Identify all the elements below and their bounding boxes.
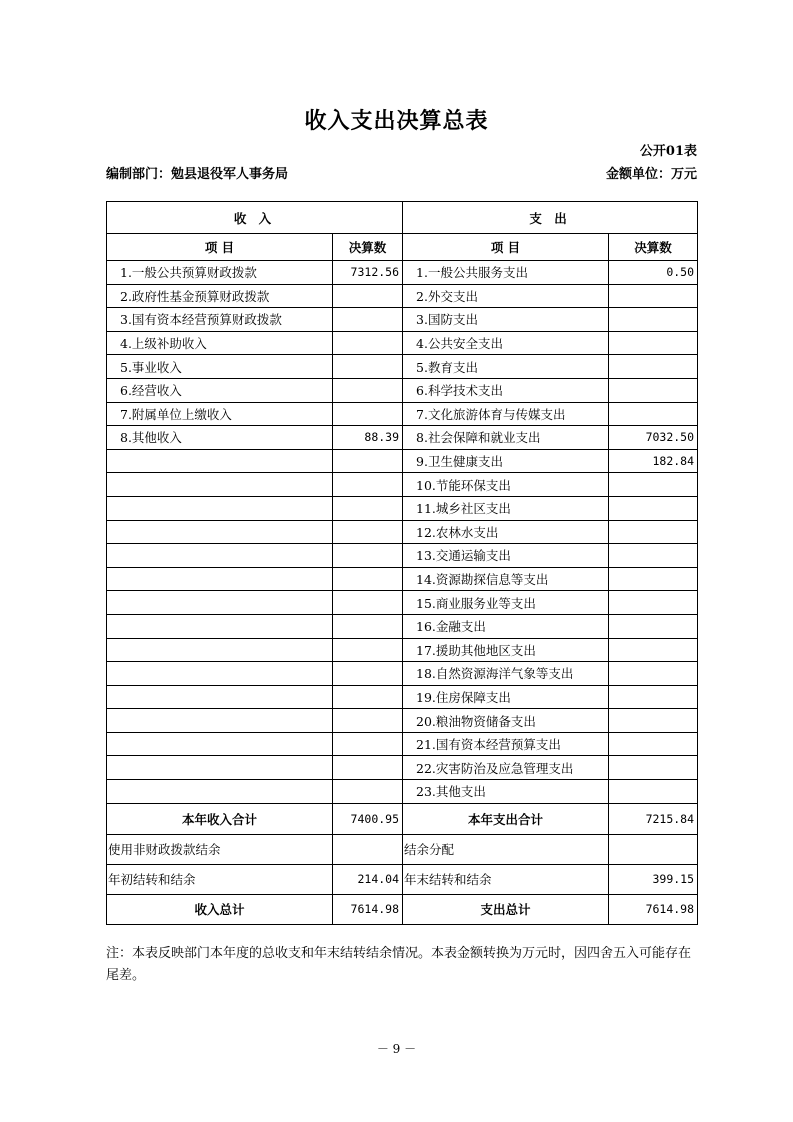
expense-amount-header: 决算数 (609, 234, 698, 261)
table-row (107, 308, 698, 332)
expense-amount-cell (609, 473, 698, 497)
expense-item-cell: 14.资源勘探信息等支出 (403, 567, 609, 591)
expense-item-cell: 12.农林水支出 (403, 520, 609, 544)
expense-section-header: 支 出 (403, 202, 698, 234)
income-item-cell: 7.附属单位上缴收入 (107, 402, 333, 426)
surplus-distribution-value (609, 834, 698, 864)
income-item-cell (107, 449, 333, 473)
expense-amount-cell: 182.84 (609, 449, 698, 473)
table-row (107, 780, 698, 804)
income-amount-cell (333, 780, 403, 804)
income-amount-cell (333, 402, 403, 426)
income-item-cell (107, 662, 333, 686)
nonfiscal-value (333, 834, 403, 864)
income-item-cell (107, 756, 333, 780)
table-row (107, 284, 698, 308)
year-total-row (107, 803, 698, 834)
income-item-cell (107, 567, 333, 591)
income-amount-cell (333, 331, 403, 355)
year-income-total-label: 本年收入合计 (107, 803, 333, 834)
income-item-cell (107, 473, 333, 497)
income-item-cell: 1.一般公共预算财政拨款 (107, 261, 333, 285)
year-expense-total-label: 本年支出合计 (403, 803, 609, 834)
income-item-cell (107, 709, 333, 733)
income-amount-cell (333, 614, 403, 638)
income-amount-cell (333, 756, 403, 780)
expense-item-cell: 7.文化旅游体育与传媒支出 (403, 402, 609, 426)
income-amount-cell (333, 449, 403, 473)
year-income-total-value: 7400.95 (333, 803, 403, 834)
income-amount-cell (333, 473, 403, 497)
income-amount-cell: 7312.56 (333, 261, 403, 285)
expense-grand-total-label: 支出总计 (403, 894, 609, 924)
table-row (107, 520, 698, 544)
nonfiscal-label: 使用非财政拨款结余 (107, 834, 333, 864)
income-item-cell: 4.上级补助收入 (107, 331, 333, 355)
expense-item-cell: 8.社会保障和就业支出 (403, 426, 609, 450)
income-item-cell (107, 544, 333, 568)
income-item-cell (107, 614, 333, 638)
table-row (107, 567, 698, 591)
balance-row (107, 864, 698, 894)
expense-amount-cell (609, 709, 698, 733)
expense-amount-cell (609, 402, 698, 426)
begin-balance-value: 214.04 (333, 864, 403, 894)
expense-item-cell: 22.灾害防治及应急管理支出 (403, 756, 609, 780)
table-row (107, 638, 698, 662)
income-item-cell: 2.政府性基金预算财政拨款 (107, 284, 333, 308)
table-row (107, 685, 698, 709)
expense-amount-cell (609, 662, 698, 686)
year-expense-total-value: 7215.84 (609, 803, 698, 834)
expense-amount-cell (609, 496, 698, 520)
expense-amount-cell (609, 331, 698, 355)
table-row (107, 591, 698, 615)
expense-amount-cell (609, 638, 698, 662)
expense-amount-cell (609, 780, 698, 804)
income-grand-total-value: 7614.98 (333, 894, 403, 924)
nonfiscal-row (107, 834, 698, 864)
column-header-row (107, 234, 698, 261)
expense-item-cell: 6.科学技术支出 (403, 378, 609, 402)
income-item-cell: 5.事业收入 (107, 355, 333, 379)
table-row (107, 662, 698, 686)
expense-item-cell: 20.粮油物资储备支出 (403, 709, 609, 733)
income-item-cell: 3.国有资本经营预算财政拨款 (107, 308, 333, 332)
expense-item-cell: 16.金融支出 (403, 614, 609, 638)
table-row (107, 426, 698, 450)
expense-item-cell: 21.国有资本经营预算支出 (403, 732, 609, 756)
income-grand-total-label: 收入总计 (107, 894, 333, 924)
income-amount-cell (333, 520, 403, 544)
expense-grand-total-value: 7614.98 (609, 894, 698, 924)
expense-amount-cell (609, 308, 698, 332)
income-amount-cell: 88.39 (333, 426, 403, 450)
expense-item-cell: 19.住房保障支出 (403, 685, 609, 709)
income-amount-cell (333, 638, 403, 662)
income-amount-cell (333, 732, 403, 756)
expense-amount-cell: 0.50 (609, 261, 698, 285)
income-item-cell (107, 638, 333, 662)
begin-balance-label: 年初结转和结余 (107, 864, 333, 894)
income-item-cell (107, 780, 333, 804)
expense-amount-cell (609, 756, 698, 780)
table-row (107, 756, 698, 780)
expense-item-header: 项 目 (403, 234, 609, 261)
expense-item-cell: 23.其他支出 (403, 780, 609, 804)
income-amount-cell (333, 685, 403, 709)
expense-amount-cell (609, 520, 698, 544)
table-row (107, 732, 698, 756)
end-balance-value: 399.15 (609, 864, 698, 894)
table-row (107, 709, 698, 733)
income-amount-cell (333, 662, 403, 686)
table-row (107, 449, 698, 473)
income-item-cell (107, 685, 333, 709)
table-row (107, 402, 698, 426)
expense-amount-cell (609, 614, 698, 638)
department-label: 编制部门：勉县退役军人事务局 (106, 167, 289, 182)
expense-amount-cell (609, 355, 698, 379)
expense-amount-cell (609, 378, 698, 402)
expense-item-cell: 4.公共安全支出 (403, 331, 609, 355)
income-amount-cell (333, 378, 403, 402)
table-row (107, 331, 698, 355)
expense-item-cell: 17.援助其他地区支出 (403, 638, 609, 662)
table-row (107, 473, 698, 497)
income-item-header: 项 目 (107, 234, 333, 261)
expense-item-cell: 5.教育支出 (403, 355, 609, 379)
expense-item-cell: 10.节能环保支出 (403, 473, 609, 497)
expense-amount-cell: 7032.50 (609, 426, 698, 450)
amount-unit-label: 金额单位：万元 (605, 167, 697, 182)
expense-item-cell: 13.交通运输支出 (403, 544, 609, 568)
table-row (107, 378, 698, 402)
income-item-cell (107, 591, 333, 615)
income-expense-table (106, 201, 698, 925)
table-row (107, 496, 698, 520)
page-number: － 9 － (376, 1042, 417, 1056)
income-amount-cell (333, 284, 403, 308)
income-amount-cell (333, 567, 403, 591)
income-amount-cell (333, 496, 403, 520)
expense-amount-cell (609, 591, 698, 615)
income-amount-cell (333, 709, 403, 733)
end-balance-label: 年末结转和结余 (403, 864, 609, 894)
income-item-cell (107, 496, 333, 520)
table-row (107, 544, 698, 568)
expense-item-cell: 9.卫生健康支出 (403, 449, 609, 473)
income-amount-header: 决算数 (333, 234, 403, 261)
expense-item-cell: 1.一般公共服务支出 (403, 261, 609, 285)
expense-amount-cell (609, 544, 698, 568)
expense-item-cell: 18.自然资源海洋气象等支出 (403, 662, 609, 686)
form-number: 公开01表 (639, 144, 697, 159)
income-amount-cell (333, 308, 403, 332)
expense-item-cell: 11.城乡社区支出 (403, 496, 609, 520)
expense-amount-cell (609, 685, 698, 709)
income-amount-cell (333, 591, 403, 615)
table-row (107, 614, 698, 638)
income-item-cell: 8.其他收入 (107, 426, 333, 450)
grand-total-row (107, 894, 698, 924)
expense-item-cell: 2.外交支出 (403, 284, 609, 308)
expense-amount-cell (609, 284, 698, 308)
income-item-cell (107, 732, 333, 756)
expense-item-cell: 15.商业服务业等支出 (403, 591, 609, 615)
income-item-cell (107, 520, 333, 544)
income-item-cell: 6.经营收入 (107, 378, 333, 402)
surplus-distribution-label: 结余分配 (403, 834, 609, 864)
expense-item-cell: 3.国防支出 (403, 308, 609, 332)
income-section-header: 收 入 (107, 202, 403, 234)
table-note: 注：本表反映部门本年度的总收支和年末结转结余情况。本表金额转换为万元时，因四舍五入可能存在尾差。 (106, 946, 692, 983)
page-title: 收入支出决算总表 (304, 108, 489, 134)
income-amount-cell (333, 355, 403, 379)
income-amount-cell (333, 544, 403, 568)
section-header-row (107, 202, 698, 234)
expense-amount-cell (609, 732, 698, 756)
table-row (107, 261, 698, 285)
expense-amount-cell (609, 567, 698, 591)
table-row (107, 355, 698, 379)
